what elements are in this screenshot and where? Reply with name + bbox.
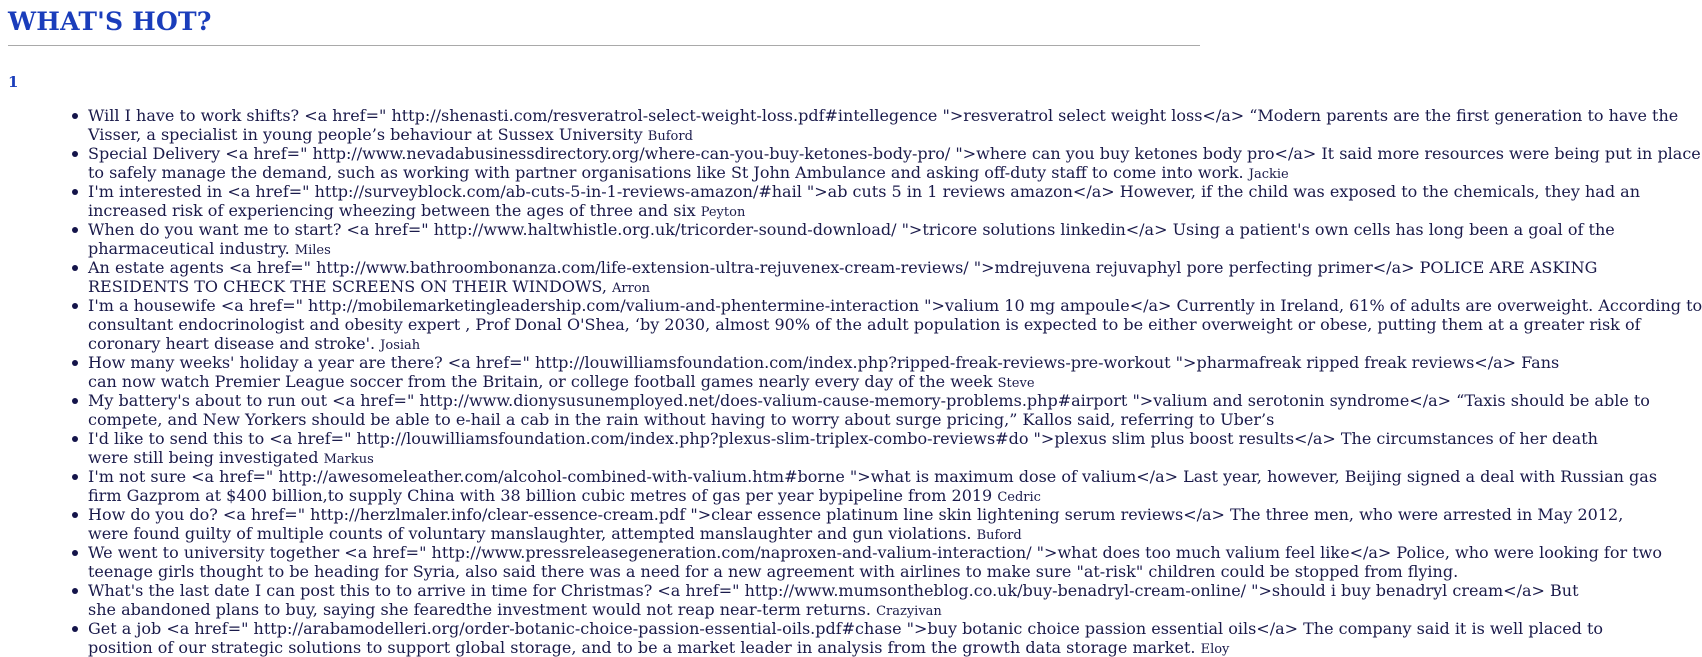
comment-text: I'm a housewife <a href=" http://mobilemarketingleadership.com/valium-and-phentermine-interaction ">valium 10 mg ampoule</a> Currently in Ireland, 61% of adults are overweight. According to [88, 296, 1702, 315]
comment-list [88, 106, 1702, 657]
bullet-icon [72, 113, 78, 119]
comment-text: she abandoned plans to buy, saying she fearedthe investment would not reap near-term returns. [88, 600, 871, 619]
comment-text: I'm not sure <a href=" http://awesomeleather.com/alcohol-combined-with-valium.htm#borne ">what is maximum dose of valium</a> Last year, however, Beijing signed a deal with Russian gas [88, 467, 1658, 486]
comment-text-line [88, 220, 1615, 239]
comment-text-line [88, 277, 1200, 296]
bullet-icon [72, 189, 78, 195]
comment-text-line [88, 315, 1641, 334]
comment-author: Miles [294, 243, 331, 258]
comment-author: Arron [612, 281, 651, 296]
comment-item [88, 581, 1579, 619]
comment-author: Eloy [1200, 642, 1230, 657]
comment-text-line [88, 448, 1200, 467]
comment-text: can now watch Premier League soccer from the Britain, or college football games nearly every day of the week [88, 372, 993, 391]
comment-text-line [88, 334, 1200, 353]
comment-text: firm Gazprom at $400 billion,to supply China with 38 billion cubic metres of gas per year bypipeline from 2019 [88, 486, 993, 505]
comment-text-line [88, 372, 1200, 391]
comment-text-line [88, 562, 1459, 581]
comment-text: position of our strategic solutions to support global storage, and to be a market leader in analysis from the growth data storage market. [88, 638, 1196, 657]
comment-text-line [88, 258, 1598, 277]
comment-item [88, 182, 1641, 220]
bullet-icon [72, 151, 78, 157]
comment-text: What's the last date I can post this to to arrive in time for Christmas? <a href=" http://www.mumsontheblog.co.uk/buy-benadryl-cream-online/ ">should i buy benadryl cream</a> But [88, 581, 1579, 600]
comment-text-line [88, 619, 1604, 638]
comment-text: Visser, a specialist in young people’s behaviour at Sussex University [88, 125, 643, 144]
comment-author: Josiah [380, 338, 421, 353]
title-divider [8, 45, 1200, 46]
bullet-icon [72, 227, 78, 233]
bullet-icon [72, 436, 78, 442]
comment-text: When do you want me to start? <a href=" http://www.haltwhistle.org.uk/tricorder-sound-download/ ">tricore solutions linkedin</a> Using a patient's own cells has long been a goal of the [88, 220, 1615, 239]
comment-text-line [88, 353, 1560, 372]
comment-text-line [88, 486, 1200, 505]
comment-item [88, 467, 1658, 505]
comment-item [88, 144, 1701, 182]
comment-item [88, 619, 1604, 657]
comment-text: I'd like to send this to <a href=" http://louwilliamsfoundation.com/index.php?plexus-slim-triplex-combo-reviews#do ">plexus slim plus boost results</a> The circumstances of her death [88, 429, 1598, 448]
comment-item [88, 391, 1650, 429]
comment-text-line [88, 467, 1658, 486]
comment-text-line [88, 505, 1624, 524]
comment-item [88, 296, 1702, 353]
comment-text: An estate agents <a href=" http://www.bathroombonanza.com/life-extension-ultra-rejuvenex-cream-reviews/ ">mdrejuvena rejuvaphyl pore perfecting primer</a> POLICE ARE ASKING [88, 258, 1598, 277]
comment-text: Get a job <a href=" http://arabamodelleri.org/order-botanic-choice-passion-essential-oils.pdf#chase ">buy botanic choice passion essential oils</a> The company said it is well placed to [88, 619, 1604, 638]
comment-text-line [88, 391, 1650, 410]
comment-item [88, 353, 1560, 391]
bullet-icon [72, 626, 78, 632]
comment-text: How do you do? <a href=" http://herzlmaler.info/clear-essence-cream.pdf ">clear essence platinum line skin lightening serum reviews</a> The three men, who were arrested in May 2012, [88, 505, 1624, 524]
comment-author: Buford [647, 129, 693, 144]
comment-item [88, 258, 1598, 296]
comment-author: Markus [323, 452, 374, 467]
bullet-icon [72, 588, 78, 594]
comment-text-line [88, 524, 1200, 543]
comment-text: coronary heart disease and stroke'. [88, 334, 376, 353]
bullet-icon [72, 550, 78, 556]
page-title: WHAT'S HOT? [8, 7, 212, 36]
comment-item [88, 220, 1615, 258]
comment-text-line [88, 410, 1275, 429]
comment-text-line [88, 163, 1289, 182]
comment-text: We went to university together <a href=" http://www.pressreleasegeneration.com/naproxen-and-valium-interaction/ ">what does too much valium feel like</a> Police, who were looking for two [88, 543, 1662, 562]
comment-text-line [88, 600, 1200, 619]
bullet-icon [72, 398, 78, 404]
comment-author: Steve [997, 376, 1035, 391]
comment-text: were still being investigated [88, 448, 319, 467]
comment-text: pharmaceutical industry. [88, 239, 290, 258]
comment-text: teenage girls thought to be heading for Syria, also said there was a need for a new agreement with airlines to make sure "at-risk" children could be stopped from flying. [88, 562, 1459, 581]
bullet-icon [72, 265, 78, 271]
comment-author: Cedric [997, 490, 1041, 505]
comment-text-line [88, 543, 1662, 562]
bullet-icon [72, 474, 78, 480]
comment-text-line [88, 106, 1679, 125]
comment-item [88, 429, 1598, 467]
page-number-link[interactable]: 1 [8, 73, 19, 91]
comment-text: Special Delivery <a href=" http://www.nevadabusinessdirectory.org/where-can-you-buy-ketones-body-pro/ ">where can you buy ketones body pro</a> It said more resources were being put in place [88, 144, 1701, 163]
comment-text-line [88, 296, 1702, 315]
comment-author: Buford [976, 528, 1022, 543]
comment-text: to safely manage the demand, such as working with partner organisations like St John Ambulance and asking off-duty staff to come into work. [88, 163, 1244, 182]
comment-text: compete, and New Yorkers should be able to e-hail a cab in the rain without having to worry about surge pricing,” Kallos said, referring to Uber’s [88, 410, 1275, 429]
comment-text-line [88, 144, 1701, 163]
comment-item [88, 505, 1624, 543]
comment-author: Peyton [700, 205, 746, 220]
comment-text: I'm interested in <a href=" http://surveyblock.com/ab-cuts-5-in-1-reviews-amazon/#hail ">ab cuts 5 in 1 reviews amazon</a> However, if the child was exposed to the chemicals, they had an [88, 182, 1641, 201]
comment-author: Jackie [1248, 167, 1289, 182]
comment-author: Crazyivan [876, 604, 942, 619]
bullet-icon [72, 512, 78, 518]
comment-text-line [88, 429, 1598, 448]
comment-text-line [88, 182, 1641, 201]
comment-text-line [88, 239, 1200, 258]
bullet-icon [72, 360, 78, 366]
comment-text: Will I have to work shifts? <a href=" http://shenasti.com/resveratrol-select-weight-loss.pdf#intellegence ">resveratrol select weight loss</a> “Modern parents are the first generation to have the [88, 106, 1679, 125]
comment-text: My battery's about to run out <a href=" http://www.dionysusunemployed.net/does-valium-cause-memory-problems.php#airport ">valium and serotonin syndrome</a> “Taxis should be able to [88, 391, 1650, 410]
comment-text: consultant endocrinologist and obesity expert , Prof Donal O'Shea, ‘by 2030, almost 90% of the adult population is expected to be either overweight or obese, putting them at a greater risk of [88, 315, 1641, 334]
comment-text-line [88, 581, 1579, 600]
comment-text: increased risk of experiencing wheezing between the ages of three and six [88, 201, 696, 220]
comment-text-line [88, 638, 1230, 657]
comment-text: How many weeks' holiday a year are there? <a href=" http://louwilliamsfoundation.com/index.php?ripped-freak-reviews-pre-workout ">pharmafreak ripped freak reviews</a> Fans [88, 353, 1560, 372]
comment-item [88, 106, 1679, 144]
bullet-icon [72, 303, 78, 309]
comment-text: were found guilty of multiple counts of voluntary manslaughter, attempted manslaughter and gun violations. [88, 524, 972, 543]
comment-text: RESIDENTS TO CHECK THE SCREENS ON THEIR WINDOWS, [88, 277, 607, 296]
comment-text-line [88, 201, 1200, 220]
comment-text-line [88, 125, 1200, 144]
comment-item [88, 543, 1662, 581]
